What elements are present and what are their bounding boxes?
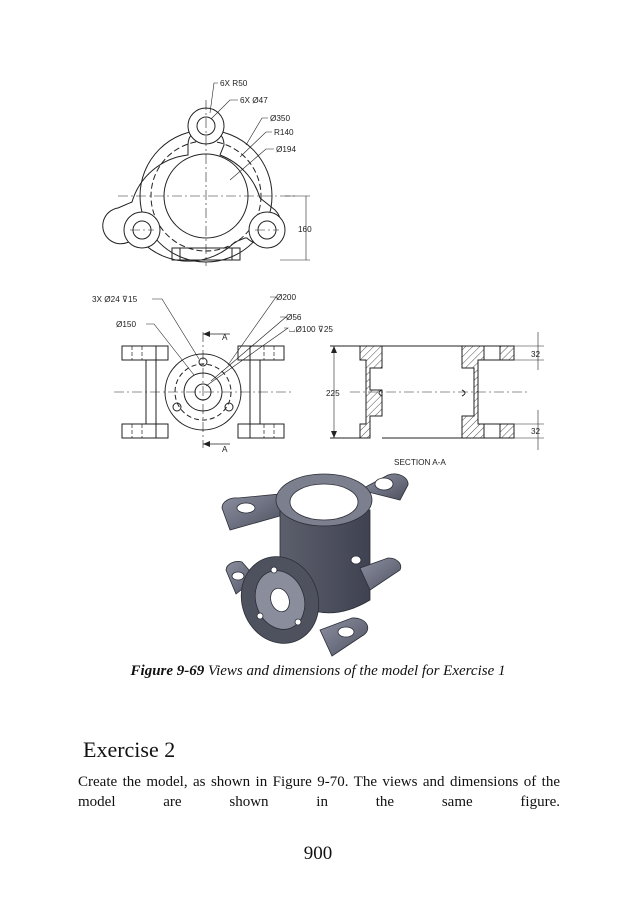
exercise-body: Create the model, as shown in Figure 9-70. The views and dimensions of the model are shown in the same figure. — [78, 774, 560, 810]
dim-d350: Ø350 — [270, 114, 291, 123]
exercise-heading: Exercise 2 — [83, 737, 176, 762]
dim-d150: Ø150 — [116, 320, 137, 329]
figure-caption-text: Views and dimensions of the model for Exercise 1 — [208, 663, 506, 679]
dim-6x-r50: 6X R50 — [220, 79, 248, 88]
dim-32-top: 32 — [531, 350, 541, 359]
dim-d194: Ø194 — [276, 145, 297, 154]
dim-32-bottom: 32 — [531, 427, 541, 436]
technical-drawing — [70, 70, 570, 660]
dim-225: 225 — [326, 389, 340, 398]
dim-6x-d47: 6X Ø47 — [240, 96, 268, 105]
section-view-labels — [326, 350, 541, 467]
figure-number: Figure 9-69 — [130, 663, 205, 679]
section-view — [330, 332, 544, 450]
page-number: 900 — [303, 843, 333, 864]
top-view — [103, 83, 310, 266]
dim-r140: R140 — [274, 128, 294, 137]
dim-holes: 3X Ø24 ⊽15 — [92, 295, 138, 304]
figure-caption — [0, 663, 636, 680]
section-label-a-top: A — [222, 333, 228, 342]
isometric-model-render — [222, 474, 408, 656]
dim-cbore: ⌴Ø100 ⊽25 — [289, 325, 333, 334]
section-label-a-bottom: A — [222, 445, 228, 454]
front-view — [114, 297, 292, 448]
dim-160: 160 — [298, 225, 312, 234]
dim-d200: Ø200 — [276, 293, 297, 302]
section-title: SECTION A-A — [394, 458, 446, 467]
dim-d56: Ø56 — [286, 313, 302, 322]
